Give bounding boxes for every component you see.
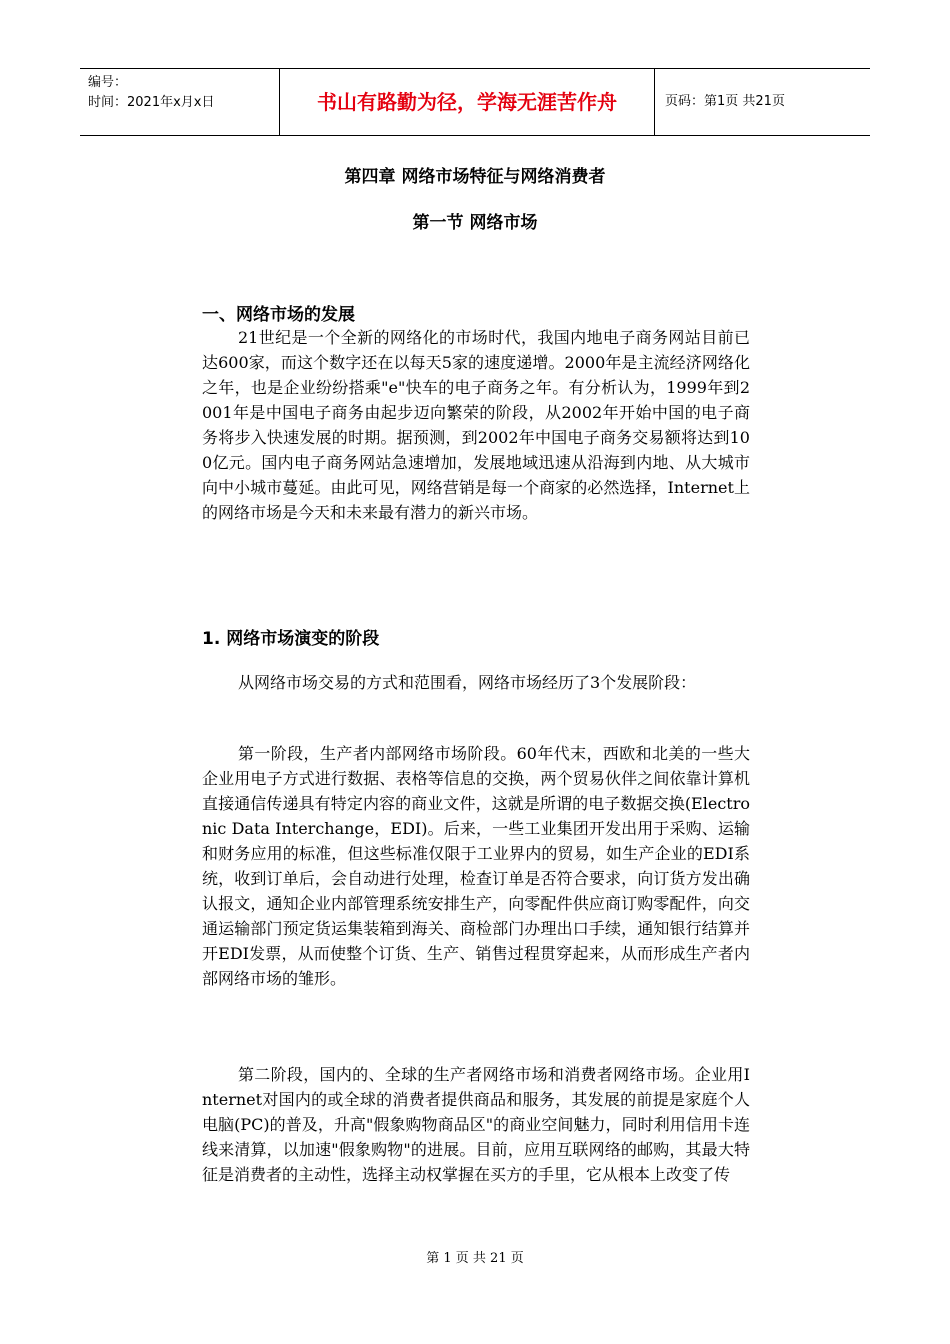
document-number-label: 编号： bbox=[88, 75, 128, 90]
section-title: 第一节 网络市场 bbox=[412, 213, 538, 233]
paragraph-stage-two: 第二阶段，国内的、全球的生产者网络市场和消费者网络市场。企业用Internet对国内的或全球的消费者提供商品和服务，其发展的前提是家庭个人电脑(PC)的普及，升高"假象购物商品区"的商业空间魅力，同时利用信用卡连线来清算，以加速"假象购物"的进展。目前，应用互联网络的邮购，其最大特征是消费者的主动性，选择主动权掌握在买方的手里，它从根本上改变了传 bbox=[202, 1065, 750, 1184]
page-header bbox=[80, 68, 870, 136]
paragraph-stage-one: 第一阶段，生产者内部网络市场阶段。60年代末，西欧和北美的一些大企业用电子方式进行数据、表格等信息的交换，两个贸易伙伴之间依靠计算机直接通信传递具有特定内容的商业文件，这就是所谓的电子数据交换(Electronic Data Interchange，EDI)。后来，一些工业集团开发出用于采购、运输和财务应用的标准，但这些标准仅限于工业界内的贸易，如生产企业的EDI系统，收到订单后，会自动进行处理，检查订单是否符合要求，向订货方发出确认报文，通知企业内部管理系统安排生产，向零配件供应商订购零配件，向交通运输部门预定货运集装箱到海关、商检部门办理出口手续，通知银行结算并开EDI发票，从而使整个订货、生产、销售过程贯穿起来，从而形成生产者内部网络市场的雏形。 bbox=[202, 744, 750, 988]
header-meta bbox=[80, 69, 280, 135]
chapter-title: 第四章 网络市场特征与网络消费者 bbox=[344, 167, 606, 187]
document-time-label: 时间：2021年x月x日 bbox=[88, 95, 215, 110]
page-footer: 第 1 页 共 21 页 bbox=[426, 1251, 524, 1266]
header-motto: 书山有路勤为径，学海无涯苦作舟 bbox=[280, 69, 655, 135]
section-heading-evolution-stages: 1. 网络市场演变的阶段 bbox=[202, 629, 380, 649]
paragraph-three-stages-intro: 从网络市场交易的方式和范围看，网络市场经历了3个发展阶段： bbox=[238, 673, 697, 692]
section-heading-development: 一、网络市场的发展 bbox=[202, 305, 355, 325]
header-page-info: 页码：第1页 共21页 bbox=[665, 94, 785, 109]
paragraph-market-development: 21世纪是一个全新的网络化的市场时代，我国内地电子商务网站目前已达600家，而这个数字还在以每天5家的速度递增。2000年是主流经济网络化之年，也是企业纷纷搭乘"e"快车的电子商务之年。有分析认为，1999年到2001年是中国电子商务由起步迈向繁荣的阶段，从2002年开始中国的电子商务将步入快速发展的时期。据预测，到2002年中国电子商务交易额将达到100亿元。国内电子商务网站急速增加，发展地域迅速从沿海到内地、从大城市向中小城市蔓延。由此可见，网络营销是每一个商家的必然选择，Internet上的网络市场是今天和未来最有潜力的新兴市场。 bbox=[202, 328, 750, 522]
